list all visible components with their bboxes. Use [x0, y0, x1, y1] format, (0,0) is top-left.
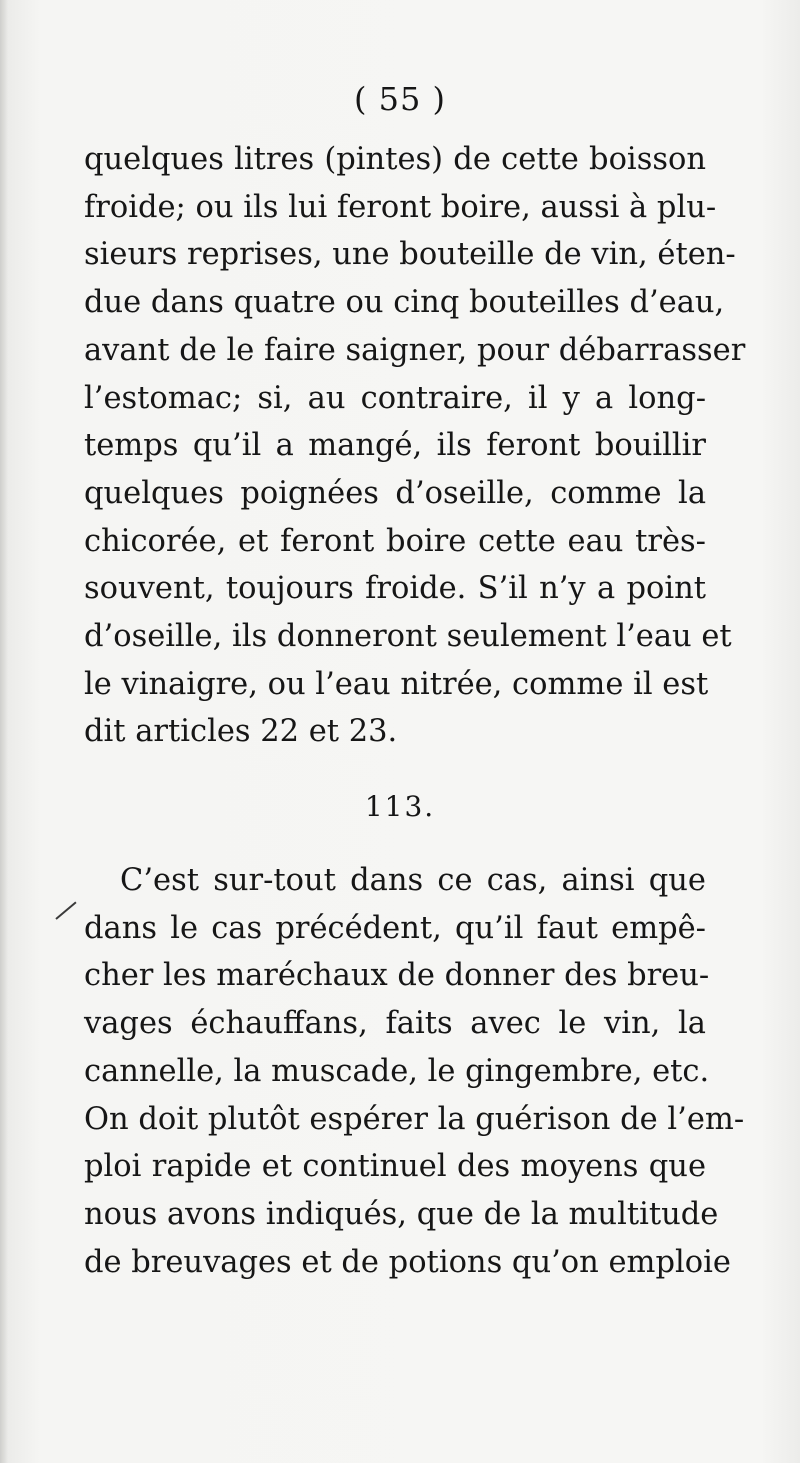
text-line: temps qu’il a mangé, ils feront bouillir — [84, 428, 706, 464]
section-number: 113. — [364, 790, 436, 823]
page-number: ( 55 ) — [353, 80, 447, 118]
page-edge-shadow — [0, 0, 8, 1463]
text-line: C’est sur-tout dans ce cas, ainsi que — [120, 863, 706, 898]
text-line: de breuvages et de potions qu’on emploie — [84, 1244, 731, 1280]
text-line: vages échauffans, faits avec le vin, la — [84, 1006, 706, 1042]
text-line: cannelle, la muscade, le gingembre, etc. — [84, 1053, 710, 1089]
text-line: nous avons indiqués, que de la multitude — [84, 1196, 719, 1232]
text-line: sieurs reprises, une bouteille de vin, éten- — [84, 237, 736, 273]
text-line: quelques litres (pintes) de cette boisson — [84, 142, 706, 177]
text-line: d’oseille, ils donneront seulement l’eau et — [84, 619, 732, 655]
text-line: l’estomac; si, au contraire, il y a long- — [84, 380, 706, 416]
text-line: dit articles 22 et 23. — [84, 714, 398, 750]
text-line: chicorée, et feront boire cette eau très- — [84, 523, 706, 559]
text-line: froide; ou ils lui feront boire, aussi à plu- — [84, 189, 717, 225]
paragraph-2 — [84, 857, 745, 1286]
text-line: due dans quatre ou cinq bouteilles d’eau, — [84, 285, 725, 321]
text-line: avant de le faire saigner, pour débarrasser — [84, 332, 746, 368]
text-line: souvent, toujours froide. S’il n’y a point — [84, 571, 706, 607]
text-line: ploi rapide et continuel des moyens que — [84, 1149, 706, 1185]
margin-pen-mark — [55, 902, 76, 920]
text-line: quelques poignées d’oseille, comme la — [84, 475, 706, 511]
text-line: cher les maréchaux de donner des breu- — [84, 958, 710, 994]
text-line: le vinaigre, ou l’eau nitrée, comme il est — [84, 666, 709, 702]
text-line: dans le cas précédent, qu’il faut empê- — [84, 910, 706, 946]
paragraph-1 — [84, 136, 746, 756]
text-line: On doit plutôt espérer la guérison de l’em- — [84, 1101, 745, 1137]
